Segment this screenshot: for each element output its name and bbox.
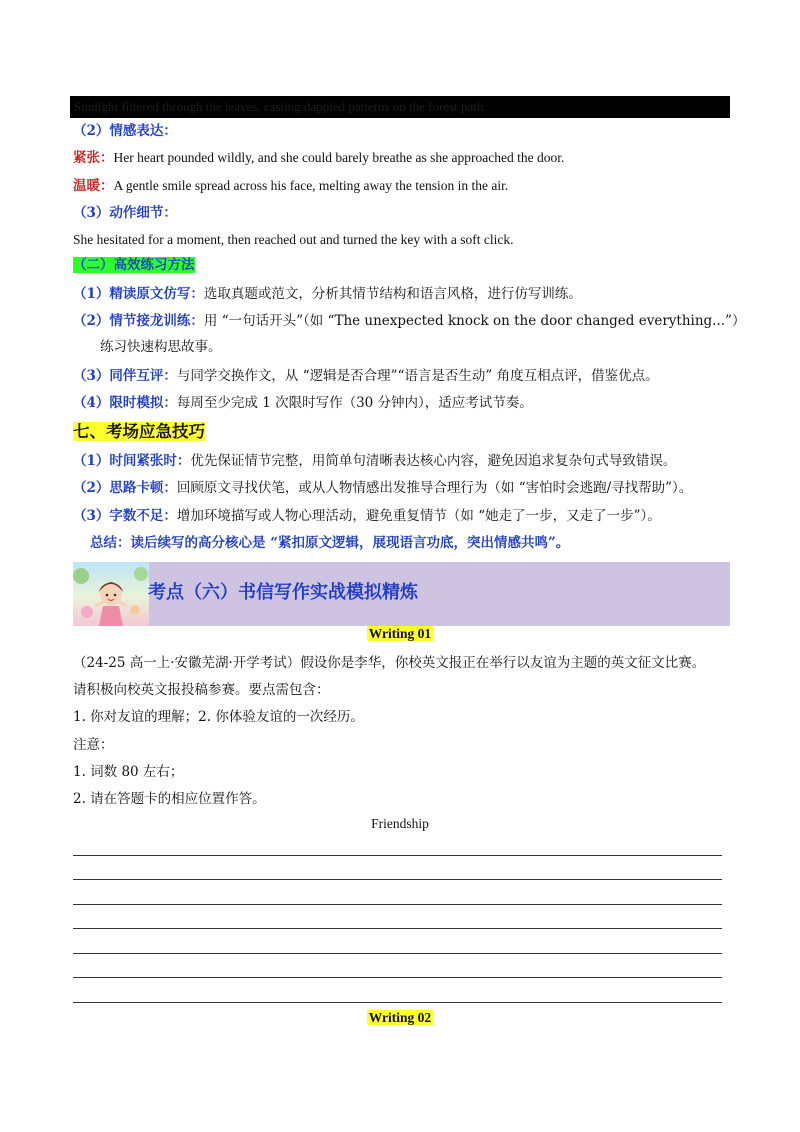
practice-item-continuation: 练习快速构思故事。 <box>100 339 222 355</box>
tip-text: 回顾原文寻找伏笔，或从人物情感出发推导合理行为（如 “害怕时会逃跑/寻找帮助”）。 <box>176 480 693 496</box>
practice-label: （1）精读原文仿写： <box>73 286 204 302</box>
tip-item <box>73 506 661 526</box>
emotion-label: 紧张： <box>73 150 114 166</box>
writing-02-title-row <box>0 1010 800 1026</box>
practice-text: 每周至少完成 1 次限时写作（30 分钟内），适应考试节奏。 <box>176 395 533 411</box>
emotion-heading: （2）情感表达： <box>73 123 177 139</box>
tip-label: （3）字数不足： <box>73 508 177 524</box>
practice-text: 与同学交换作文，从 “逻辑是否合理”“语言是否生动” 角度互相点评，借鉴优点。 <box>176 368 659 384</box>
summary-text: 总结：读后续写的高分核心是 “紧扣原文逻辑，展现语言功底，突出情感共鸣”。 <box>90 535 570 551</box>
section-banner <box>73 562 730 626</box>
answer-line[interactable] <box>73 904 722 905</box>
practice-label: （3）同伴互评： <box>73 368 177 384</box>
tip-text: 增加环境描写或人物心理活动，避免重复情节（如 “她走了一步，又走了一步”）。 <box>176 508 661 524</box>
tip-label: （2）思路卡顿： <box>73 480 177 496</box>
practice-label: （2）情节接龙训练： <box>73 313 204 329</box>
writing-02-title: Writing 02 <box>368 1010 432 1025</box>
emotion-item-tense <box>73 148 564 168</box>
girl-illustration-icon <box>73 562 149 626</box>
section-7-heading <box>73 420 205 445</box>
emotion-label: 温暖： <box>73 178 114 194</box>
section-7-heading-text: 七、考场应急技巧 <box>73 422 205 441</box>
practice-item <box>73 284 582 304</box>
note-2: 2. 请在答题卡的相应位置作答。 <box>73 791 266 807</box>
tip-text: 优先保证情节完整，用简单句清晰表达核心内容，避免因追求复杂句式导致错误。 <box>190 453 677 469</box>
note-label: 注意： <box>73 737 114 753</box>
action-heading: （3）动作细节： <box>73 205 177 221</box>
answer-line[interactable] <box>73 855 722 856</box>
practice-item <box>73 393 533 413</box>
emotion-text: Her heart pounded wildly, and she could barely breathe as she approached the door. <box>113 150 565 165</box>
practice-text: 用 “一句话开头”（如 “The unexpected knock on the door changed everything...”） <box>203 313 746 329</box>
redacted-top-bar: Sunlight filtered through the leaves, casting dappled patterns on the forest path. <box>70 96 730 118</box>
essay-title: Friendship <box>371 816 429 831</box>
practice-heading <box>73 255 195 275</box>
practice-item <box>73 366 659 386</box>
note-1: 1. 词数 80 左右； <box>73 764 184 780</box>
prompt-line-1: （24-25 高一上·安徽芜湖·开学考试）假设你是李华，你校英文报正在举行以友谊为主题的英文征文比赛。 <box>73 655 706 671</box>
answer-line[interactable] <box>73 928 722 929</box>
banner-title: 考点（六）书信写作实战模拟精炼 <box>148 582 418 603</box>
tip-item <box>73 478 692 498</box>
practice-item <box>73 311 745 331</box>
practice-heading-text: （二）高效练习方法 <box>73 257 195 273</box>
answer-line[interactable] <box>73 879 722 880</box>
tip-label: （1）时间紧张时： <box>73 453 191 469</box>
answer-line[interactable] <box>73 1002 722 1003</box>
writing-01-title-row <box>0 626 800 642</box>
action-text: She hesitated for a moment, then reached out and turned the key with a soft click. <box>73 232 514 247</box>
emotion-item-warm <box>73 176 508 196</box>
prompt-points: 1. 你对友谊的理解；2. 你体验友谊的一次经历。 <box>73 709 364 725</box>
writing-01-title: Writing 01 <box>368 626 432 641</box>
practice-text: 选取真题或范文，分析其情节结构和语言风格，进行仿写训练。 <box>203 286 582 302</box>
prompt-line-2: 请积极向校英文报投稿参赛。要点需包含： <box>73 682 330 698</box>
answer-line[interactable] <box>73 953 722 954</box>
emotion-text: A gentle smile spread across his face, melting away the tension in the air. <box>113 178 509 193</box>
tip-item <box>73 451 676 471</box>
practice-label: （4）限时模拟： <box>73 395 177 411</box>
answer-line[interactable] <box>73 977 722 978</box>
